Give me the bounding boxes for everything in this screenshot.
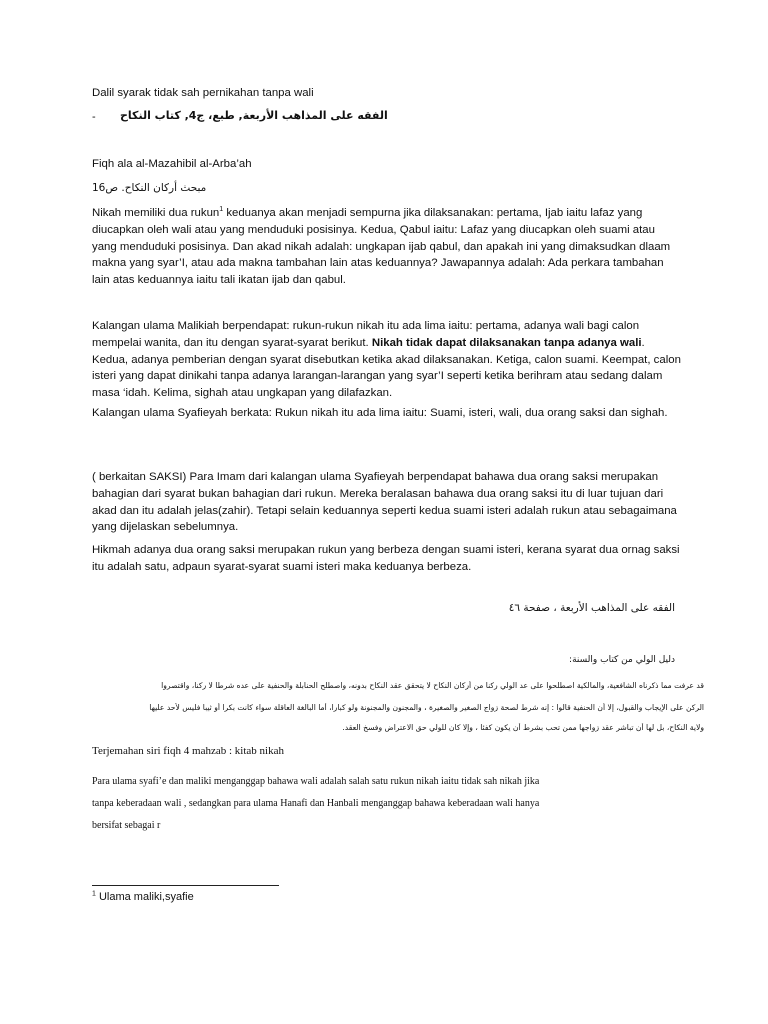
paragraph-malikiah: [92, 318, 682, 402]
paragraph-rukun-nikah: [92, 205, 682, 289]
footnote-text: Ulama maliki,syafie: [95, 891, 194, 903]
bold-statement: Nikah tidak dapat dilaksanakan tanpa adanya wali: [371, 336, 642, 349]
translation-line: Para ulama syafi’e dan maliki menganggap bahawa wali adalah salah satu rukun nikah iaitu tidak sah nikah jika: [92, 776, 540, 787]
translation-heading: Terjemahan siri fiqh 4 mahzab : kitab nikah: [92, 745, 284, 757]
footnote-ref[interactable]: 1: [219, 206, 224, 214]
arabic-line: الركن على الإيجاب والقبول، إلا أن الحنفية قالوا : إنه شرط لصحة زواج الصغير والصغيرة ، والمجنون والمجنونة ولو كبارا، أما البالغة العاقلة سواء كانت بكرا أو ثيبا فليس لأحد عليها: [149, 703, 704, 712]
paragraph-text: . Kedua, adanya pemberian dengan syarat disebutkan ketika akad dilaksanakan. Ketiga, calon suami. Keempat, calon isteri yang dapat dinikahi tanpa adanya larangan-larangan yang syar’I seperti ketika berihram atau sedang dalam masa ‘idah. Kelima, sighah atau ungkapan yang dilafazkan.: [92, 336, 681, 400]
reference-arabic: الفقه على المذاهب الأربعة ، صفحة ٤٦: [508, 602, 675, 614]
footnote-separator: [92, 885, 279, 886]
paragraph-text: Nikah memiliki dua rukun: [92, 207, 220, 219]
translation-line: bersifat sebagai r: [92, 820, 161, 831]
arabic-line: ولاية النكاح، بل لها أن تباشر عقد زواجها ممن تحب بشرط أن يكون كفئا ، وإلا كان للولي حق الاعتراض وفسخ العقد.: [342, 723, 704, 732]
paragraph-text: Kalangan ulama Malikiah berpendapat: rukun-rukun nikah itu ada lima iaitu: pertama, adanya wali bagi calon mempelai wanita, dan itu dengan syarat-syarat berikut.: [92, 320, 640, 349]
paragraph-text: keduanya akan menjadi sempurna jika dilaksanakan: pertama, Ijab iaitu lafaz yang diucapkan oleh wali atau yang menduduki posisinya. Kedua, Qabul iaitu: Lafaz yang diucapkan oleh suami atau yang menduduki posisinya. Dan akad nikah adalah: ungkapan ijab qabul, dan apakah ini yang dimaksudkan dlaam makna yang syar’I, atau ada makna tambahan lain atas keduannya? Jawapannya adalah: Ada perkara tambahan lain atas keduannya iaitu tali ikatan ijab dan qabul.: [92, 207, 671, 287]
footnote-number: 1: [92, 890, 96, 898]
source-reference-arabic: الفقه على المذاهب الأربعة, طبع، ج4, كتاب النكاح: [120, 109, 388, 122]
paragraph-hikmah: Hikmah adanya dua orang saksi merupakan rukun yang berbeza dengan suami isteri, kerana syarat dua ornag saksi itu adalah satu, adpaun syarat-syarat suami isteri maka keduanya berbeza.: [92, 544, 680, 573]
book-title: Fiqh ala al-Mazahibil al-Arba’ah: [92, 158, 252, 170]
arabic-line: قد عرفت مما ذكرناه الشافعية، والمالكية اصطلحوا على عد الولي ركنا من أركان النكاح لا يتحقق عقد النكاح بدونه، واصطلح الحنابلة والحنفية على عده شرطا لا ركنا، واقتصروا: [161, 681, 704, 690]
footnote: [92, 891, 194, 903]
translation-line: tanpa keberadaan wali , sedangkan para ulama Hanafi dan Hanbali menganggap bahawa keberadaan wali hanya: [92, 798, 540, 809]
dalil-heading-arabic: دليل الولي من كتاب والسنة:: [569, 655, 675, 665]
document-title: Dalil syarak tidak sah pernikahan tanpa wali: [92, 87, 314, 99]
paragraph-syafieyah: Kalangan ulama Syafieyah berkata: Rukun nikah itu ada lima iaitu: Suami, isteri, wali, dua orang saksi dan sighah.: [92, 407, 668, 419]
source-dash: -: [92, 111, 96, 123]
paragraph-saksi: ( berkaitan SAKSI) Para Imam dari kalangan ulama Syafieyah berpendapat bahawa dua orang saksi merupakan bahagian dari syarat bukan bahagian dari rukun. Mereka beralasan bahawa dua orang saksi itu di luar tujuan dari akad dan itu adalah jelas(zahir). Tetapi selain keduannya seperti kedua suami isteri adalah rukun atau sebagaimana yang dijelaskan sebelumnya.: [92, 471, 677, 534]
chapter-arabic: مبحث أركان النكاح. ص16: [92, 182, 207, 194]
